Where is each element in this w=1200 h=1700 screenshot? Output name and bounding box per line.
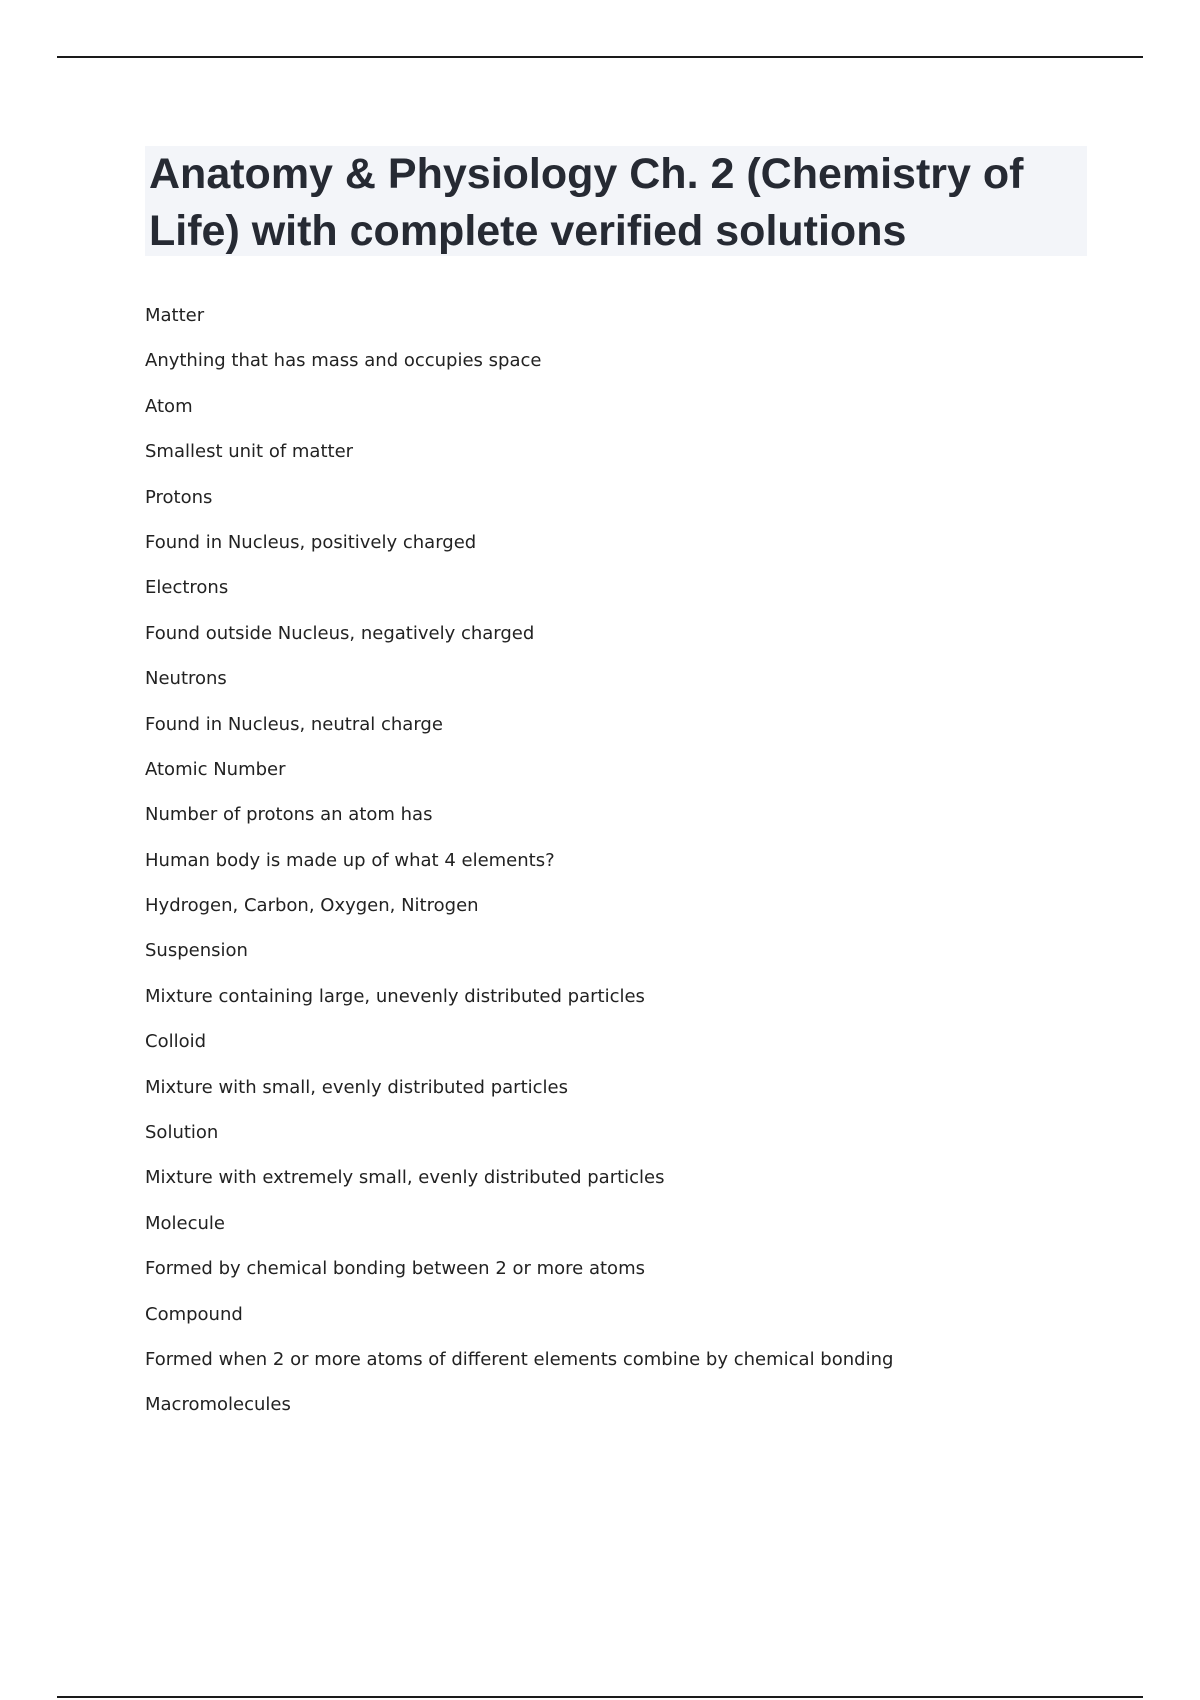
term: Matter (145, 305, 205, 326)
definition: Anything that has mass and occupies space (145, 350, 542, 372)
qa-list (145, 300, 1105, 1435)
page-title: Anatomy & Physiology Ch. 2 (Chemistry of Life) with complete verified solutions (149, 150, 1024, 255)
definition: Formed when 2 or more atoms of different elements combine by chemical bonding (145, 1348, 894, 1370)
definition: Found outside Nucleus, negatively charged (145, 622, 535, 644)
definition: Mixture with extremely small, evenly distributed particles (145, 1167, 665, 1189)
title-block (145, 146, 1087, 256)
definition: Number of protons an atom has (145, 804, 433, 826)
term: Suspension (145, 940, 248, 962)
definition: Mixture with small, evenly distributed particles (145, 1076, 568, 1098)
term: Electrons (145, 577, 229, 599)
definition: Mixture containing large, unevenly distributed particles (145, 985, 645, 1007)
definition: Found in Nucleus, positively charged (145, 531, 477, 553)
term: Protons (145, 486, 213, 508)
term: Colloid (145, 1031, 207, 1053)
term: Compound (145, 1303, 243, 1325)
top-rule (57, 56, 1143, 58)
definition: Found in Nucleus, neutral charge (145, 713, 443, 735)
term: Neutrons (145, 668, 227, 690)
definition: Hydrogen, Carbon, Oxygen, Nitrogen (145, 895, 479, 917)
term: Molecule (145, 1212, 225, 1234)
term: Atomic Number (145, 758, 286, 780)
term: Solution (145, 1122, 219, 1144)
term: Atom (145, 395, 193, 417)
definition: Formed by chemical bonding between 2 or more atoms (145, 1258, 645, 1280)
term: Macromolecules (145, 1394, 291, 1416)
definition: Smallest unit of matter (145, 441, 354, 463)
bottom-rule (57, 1696, 1143, 1698)
term: Human body is made up of what 4 elements? (145, 849, 555, 871)
